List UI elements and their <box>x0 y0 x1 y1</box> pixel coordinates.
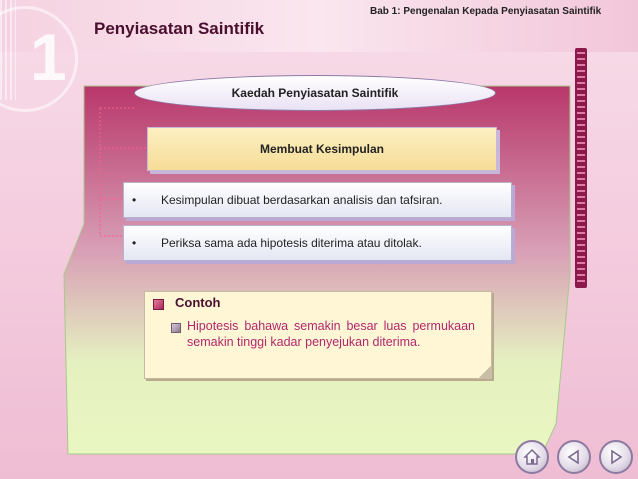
bullet-text: Periksa sama ada hipotesis diterima atau ditolak. <box>161 236 422 250</box>
bullet-item <box>123 225 512 261</box>
folded-corner <box>478 365 492 379</box>
side-tab-stripes <box>577 52 585 282</box>
next-button[interactable] <box>599 440 633 474</box>
small-square-bullet-icon <box>171 323 181 333</box>
triangle-left-icon <box>565 448 583 466</box>
home-icon <box>523 448 541 466</box>
page-title: Penyiasatan Saintifik <box>94 19 265 38</box>
square-bullet-icon <box>153 299 164 310</box>
example-heading: Contoh <box>175 295 221 310</box>
bullet-text: Kesimpulan dibuat berdasarkan analisis dan tafsiran. <box>161 193 443 207</box>
method-oval <box>134 75 496 111</box>
example-card <box>144 291 492 379</box>
chapter-number: 1 <box>30 20 67 94</box>
bullet-marker: • <box>132 236 137 250</box>
bullet-marker: • <box>132 193 137 207</box>
home-button[interactable] <box>515 440 549 474</box>
step-label: Membuat Kesimpulan <box>259 142 385 156</box>
example-text: Hipotesis bahawa semakin besar luas permukaan semakin tinggi kadar penyejukan diterima. <box>187 319 475 349</box>
triangle-right-icon <box>607 448 625 466</box>
bullet-item <box>123 182 512 218</box>
method-label: Kaedah Penyiasatan Saintifik <box>231 86 399 100</box>
chapter-title: Bab 1: Pengenalan Kepada Penyiasatan Saintifik <box>370 6 602 17</box>
step-banner <box>147 127 497 171</box>
previous-button[interactable] <box>557 440 591 474</box>
